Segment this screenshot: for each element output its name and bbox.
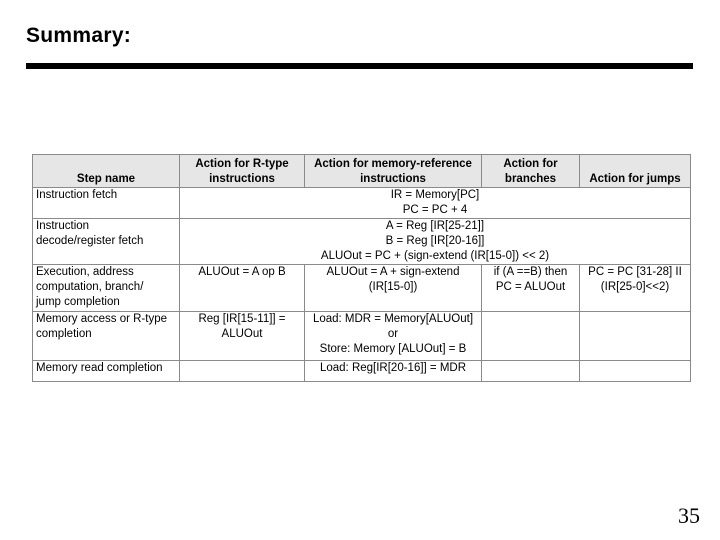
step-label-line: decode/register fetch: [36, 235, 144, 247]
header-memref: Action for memory-reference instructions: [305, 155, 482, 188]
action-line: ALUOut: [221, 328, 263, 340]
exec-rtype-action: [180, 265, 305, 312]
table-header-row: [33, 155, 691, 188]
read-jump-empty: [580, 361, 691, 382]
header-rtype: Action for R-type instructions: [180, 155, 305, 188]
step-memory-read: Memory read completion: [33, 361, 180, 382]
decode-action-line: B = Reg [IR[20-16]]: [385, 235, 485, 247]
mem-memref-action: [305, 312, 482, 361]
fetch-action-line: PC = PC + 4: [402, 204, 468, 216]
step-label-line: computation, branch/: [36, 281, 144, 293]
fetch-action-line: IR = Memory[PC]: [390, 189, 480, 201]
read-rtype-empty: [180, 361, 305, 382]
step-instruction-fetch: Instruction fetch: [33, 188, 180, 219]
action-line: (IR[25-0]<<2): [600, 281, 670, 293]
action-line: Load: MDR = Memory[ALUOut]: [312, 313, 474, 325]
action-line: Store: Memory [ALUOut] = B: [319, 343, 467, 355]
action-line: (IR[15-0]): [368, 281, 418, 293]
title-divider: [26, 63, 693, 69]
decode-actions: [180, 219, 691, 265]
summary-table: [32, 154, 691, 382]
step-memory-access: [33, 312, 180, 361]
step-decode: [33, 219, 180, 265]
decode-action-line: A = Reg [IR[25-21]]: [385, 220, 485, 232]
table-row-decode: [33, 219, 691, 265]
mem-jump-empty: [580, 312, 691, 361]
mem-branch-empty: [482, 312, 580, 361]
fetch-actions: [180, 188, 691, 219]
read-memref-action: Load: Reg[IR[20-16]] = MDR: [305, 361, 482, 382]
step-label-line: Instruction: [36, 220, 90, 232]
header-step-name: Step name: [33, 155, 180, 188]
step-label-line: Execution, address: [36, 266, 134, 278]
exec-memref-action: [305, 265, 482, 312]
action-line: PC = PC [31-28] II: [588, 266, 682, 278]
table-row-instruction-fetch: [33, 188, 691, 219]
table-row-memory-access: [33, 312, 691, 361]
step-execution: [33, 265, 180, 312]
action-line: ALUOut = A + sign-extend: [326, 266, 460, 278]
header-jumps: Action for jumps: [580, 155, 691, 188]
table-row-memory-read: [33, 361, 691, 382]
exec-jump-action: [580, 265, 691, 312]
step-label-line: completion: [36, 328, 92, 340]
mem-rtype-action: [180, 312, 305, 361]
action-line: ALUOut = A op B: [198, 266, 286, 278]
read-branch-empty: [482, 361, 580, 382]
action-line: if (A ==B) then: [493, 266, 568, 278]
header-branches: Action for branches: [482, 155, 580, 188]
action-line: Reg [IR[15-11]] =: [198, 313, 286, 325]
action-line: PC = ALUOut: [495, 281, 566, 293]
page-number: 35: [678, 503, 700, 528]
decode-action-line: ALUOut = PC + (sign-extend (IR[15-0]) << 2): [320, 250, 550, 262]
action-line: or: [387, 328, 399, 340]
exec-branch-action: [482, 265, 580, 312]
table-row-execution: [33, 265, 691, 312]
step-label-line: jump completion: [36, 296, 120, 308]
step-label-line: Memory access or R-type: [36, 313, 168, 325]
page-title: Summary:: [26, 24, 132, 47]
